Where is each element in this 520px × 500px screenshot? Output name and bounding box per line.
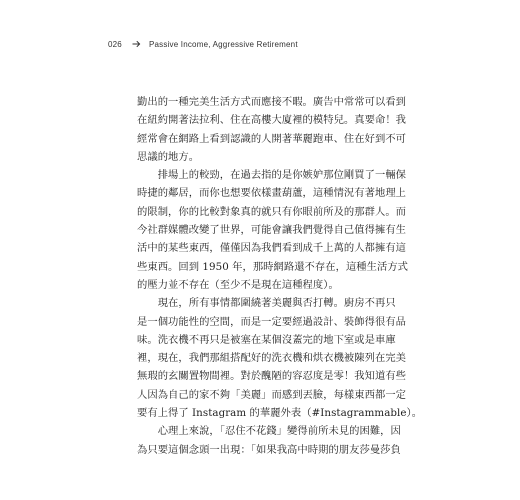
- text-line: 活中的某些東西，僅僅因為我們看到成千上萬的人都擁有這: [137, 242, 407, 255]
- text-line: 人因為自己的家不夠「美麗」而感到丟臉，每樣東西都一定: [137, 388, 407, 401]
- text-line: 的限制，你的比較對象真的就只有你眼前所及的那群人。而: [137, 205, 407, 218]
- paragraph: [137, 422, 401, 459]
- text-line: 在紐約開著法拉利、住在高樓大廈裡的模特兒。真要命！我: [137, 114, 407, 127]
- paragraph: [137, 294, 423, 422]
- body-text: [137, 93, 423, 459]
- text-line: 的壓力並不存在（至少不是現在這種程度）。: [137, 278, 339, 291]
- text-line: 是一個功能性的空間，而是一定要經過設計、裝飾得很有品: [137, 315, 407, 328]
- chapter-title: Passive Income, Aggressive Retirement: [148, 39, 298, 49]
- text-line: 心理上來說，「忍住不花錢」變得前所未見的困難，因: [137, 425, 401, 438]
- text-line: 無瑕的玄關置物間裡。對於醜陋的容忍度是零！我知道有些: [137, 370, 407, 383]
- text-line: 為只要這個念頭一出現：「如果我高中時期的朋友莎曼莎負: [137, 443, 401, 456]
- running-head: [108, 37, 298, 51]
- paragraph: [137, 166, 409, 294]
- text-line: 排場上的較勁，在過去指的是你嫉妒那位剛買了一輛保: [137, 169, 407, 182]
- text-line: 勤出的一種完美生活方式而應接不暇。廣告中常常可以看到: [137, 96, 407, 108]
- text-line: 現在，所有事情都圍繞著美麗與否打轉。廚房不再只: [137, 297, 396, 310]
- paragraph: [137, 93, 407, 166]
- text-line: 味。洗衣機不再只是被塞在某個沒蓋完的地下室或是車庫: [137, 333, 396, 346]
- text-line: 裡，現在，我們那組搭配好的洗衣機和烘衣機被陳列在完美: [137, 352, 407, 365]
- text-line: 些東西。回到 1950 年，那時網路還不存在，這種生活方式: [137, 260, 409, 273]
- text-line: 時捷的鄰居，而你也想要依樣畫葫蘆，這種情況有著地理上: [137, 187, 407, 200]
- text-line: 思議的地方。: [137, 150, 200, 163]
- text-line: 經常會在網路上看到認識的人開著華麗跑車、住在好到不可: [137, 132, 407, 145]
- text-line: 今社群媒體改變了世界，可能會讓我們覺得自己值得擁有生: [137, 224, 407, 237]
- text-line: 要有上得了 Instagram 的華麗外表（#Instagrammable）。: [137, 407, 423, 420]
- page-number: 026: [108, 39, 122, 49]
- arrow-right-icon: [132, 40, 141, 48]
